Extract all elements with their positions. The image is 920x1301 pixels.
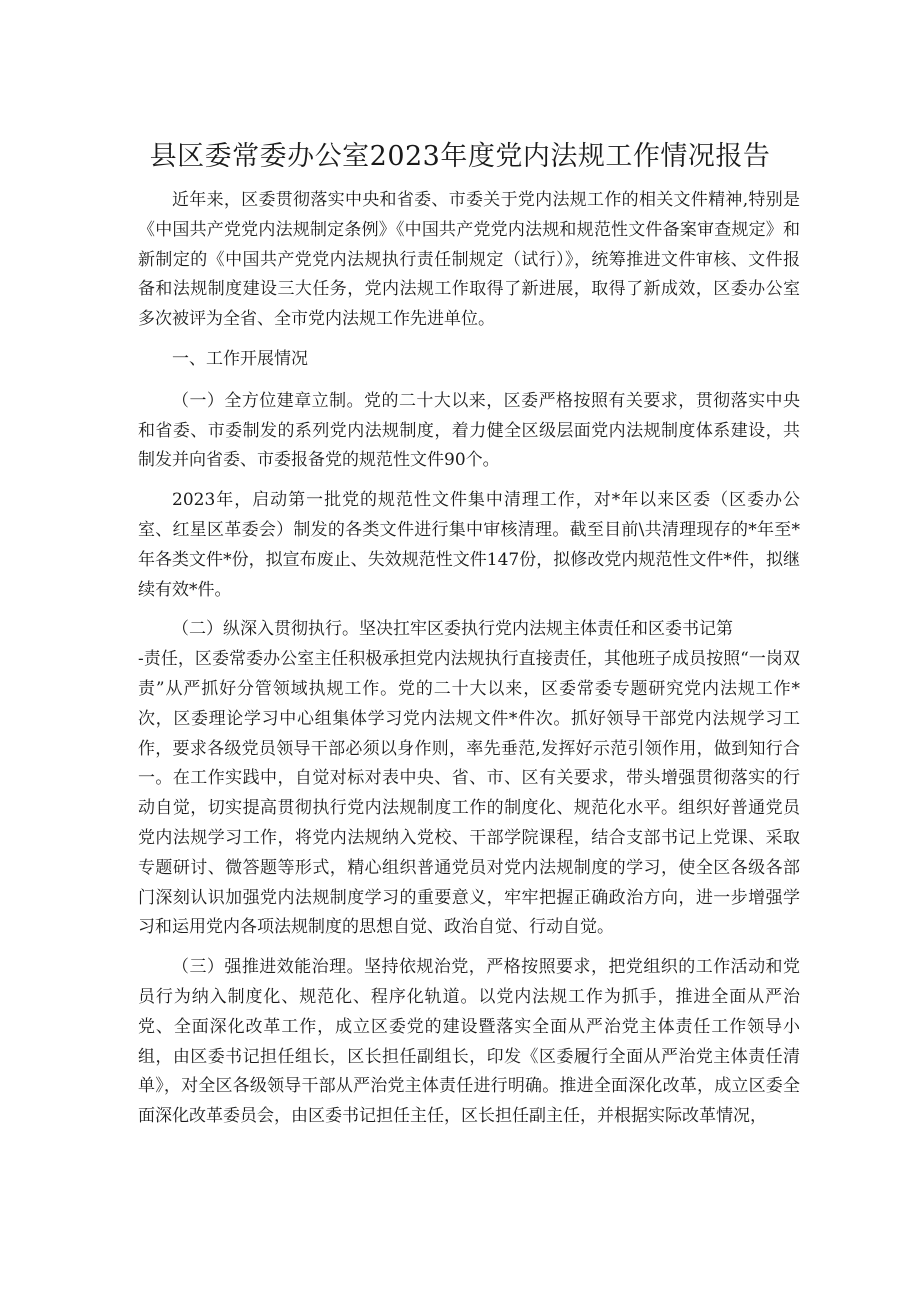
section-2-paragraph xyxy=(138,615,800,943)
intro-paragraph: 近年来，区委贯彻落实中央和省委、市委关于党内法规工作的相关文件精神,特别是《中国共产党党内法规制定条例》《中国共产党党内法规和规范性文件备案审查规定》和新制定的《中国共产党党内法规执行责任制规定（试行）》，统筹推进文件审核、文件报备和法规制度建设三大任务，党内法规工作取得了新进展，取得了新成效，区委办公室多次被评为全省、全市党内法规工作先进单位。 xyxy=(138,190,800,330)
section-1-cleanup-paragraph: 2023年，启动第一批党的规范性文件集中清理工作，对*年以来区委（区委办公室、红星区革委会）制发的各类文件进行集中审核清理。截至目前\共清理现存的*年至*年各类文件*份，拟宣布废止、失效规范性文件147份，拟修改党内规范性文件*件，拟继续有效*件。 xyxy=(138,490,800,600)
section-2-body: -责任，区委常委办公室主任积极承担党内法规执行直接责任，其他班子成员按照“一岗双责”从严抓好分管领域执规工作。党的二十大以来，区委常委专题研究党内法规工作*次，区委理论学习中心组集体学习党内法规文件*件次。抓好领导干部党内法规学习工作，要求各级党员领导干部必须以身作则，率先垂范,发挥好示范引领作用，做到知行合一。在工作实践中，自觉对标对表中央、省、市、区有关要求，带头增强贯彻落实的行动自觉，切实提高贯彻执行党内法规制度工作的制度化、规范化水平。组织好普通党员党内法规学习工作，将党内法规纳入党校、干部学院课程，结合支部书记上党课、采取专题研讨、微答题等形式，精心组织普通党员对党内法规制度的学习，使全区各级各部门深刻认识加强党内法规制度学习的重要意义，牢牢把握正确政治方向，进一步增强学习和运用党内各项法规制度的思想自觉、政治自觉、行动自觉。 xyxy=(138,649,800,938)
section-heading: 一、工作开展情况 xyxy=(172,348,308,369)
document-body xyxy=(138,186,800,1142)
section-3-paragraph: （三）强推进效能治理。坚持依规治党，严格按照要求，把党组织的工作活动和党员行为纳入制度化、规范化、程序化轨道。以党内法规工作为抓手，推进全面从严治党、全面深化改革工作，成立区委党的建设暨落实全面从严治党主体责任工作领导小组，由区委书记担任组长，区长担任副组长，印发《区委履行全面从严治党主体责任清单》，对全区各级领导干部从严治党主体责任进行明确。推进全面深化改革，成立区委全面深化改革委员会，由区委书记担任主任，区长担任副主任，并根据实际改革情况， xyxy=(138,957,800,1127)
section-1-paragraph: （一）全方位建章立制。党的二十大以来，区委严格按照有关要求，贯彻落实中央和省委、市委制发的系列党内法规制度，着力健全区级层面党内法规制度体系建设，共制发并向省委、市委报备党的规范性文件90个。 xyxy=(138,390,800,471)
document-title: 县区委常委办公室2023年度党内法规工作情况报告 xyxy=(149,141,771,172)
section-2-first-line: （二）纵深入贯彻执行。坚决扛牢区委执行党内法规主体责任和区委书记第 xyxy=(172,619,733,640)
